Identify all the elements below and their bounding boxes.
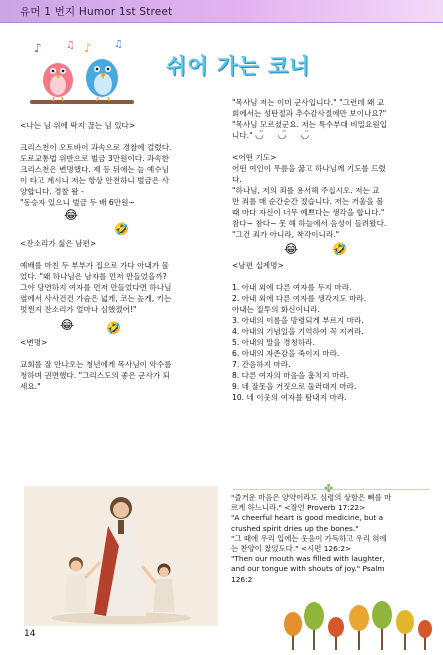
paragraph-line: 어떤 여인이 무릎을 꿇고 하나님께 기도를 드렸	[232, 164, 386, 173]
paragraph-line: 크리스천이 오토바이 과속으로 경찰에 걸렸다.	[20, 143, 172, 152]
paragraph-line: 그야 당연하지 여자를 먼저 만들었다면 하나님	[20, 283, 172, 292]
jesus-with-children-illustration	[24, 486, 218, 626]
paragraph-line	[232, 130, 432, 141]
clover-icon: ✤	[324, 482, 334, 495]
paragraph-line: 만 죄를 매 순간순간 졌습니다. 저는 거울을 볼	[232, 197, 384, 206]
quote-line: "A cheerful heart is good medicine, but a	[231, 513, 384, 523]
quote-line: 는 찬양이 찼었도다." <시편 126:2>	[231, 544, 352, 554]
paragraph-line: 때 마다 자신이 너무 예쁘다는 생각을 합니다."	[232, 208, 385, 217]
laughing-emoji-icon: 🤣	[332, 242, 347, 256]
paragraph-line: 청하며 권면했다. "그리스도의 좋은 군사가 되	[20, 371, 171, 380]
laughing-emoji-icon: 😂	[60, 318, 75, 332]
laughing-emoji-icon: 😂	[284, 242, 299, 256]
paragraph-line: "목사님 모르셨군요. 저는 특수부대 비밀요원입	[232, 120, 387, 129]
paragraph-line: 이 타고 계시니 저는 항상 안전하니 벌금은 사	[20, 176, 169, 185]
commandment-item: 4. 아내의 기념일을 기억하여 꼭 지켜라.	[232, 327, 364, 336]
commandment-item: 아내는 질투의 화신이니라.	[232, 305, 320, 314]
quote-line: "즐거운 마음은 양약이라도 심령의 상함은 뼈를 마	[231, 493, 392, 502]
quote-line: 126:2	[231, 574, 253, 584]
paragraph-line: "그건 죄가 아니라, 착각이니라."	[232, 230, 340, 239]
laughing-emoji-icon: 😂	[64, 208, 79, 222]
quote-line: and our tongue with shouts of joy." Psalm	[231, 564, 385, 574]
paragraph-line: 세요."	[20, 382, 41, 391]
smile-face-icon: ◡̈◡̈◡̈	[255, 130, 324, 141]
paragraph-line: 도로교통법 위반으로 벌금 3만원이다. 과속한	[20, 154, 169, 163]
paragraph-line: 었다. "왜 하나님은 남자를 먼저 만들었을까?	[20, 272, 167, 281]
right-column	[232, 97, 432, 403]
commandment-item: 8. 다른 여자의 마음을 훔치지 마라.	[232, 371, 350, 380]
section-title: <남편 십계명>	[232, 261, 284, 270]
paragraph-line: 크리스천은 변명했다. 제 등 뒤에는 늘 예수님	[20, 165, 169, 174]
quote-line: "Then our mouth was filled with laughter,	[231, 554, 385, 564]
commandment-item: 6. 아내의 자존감을 죽이지 마라.	[232, 349, 340, 358]
commandment-item: 7. 간음하지 마라.	[232, 360, 291, 369]
header-title: 유머 1 번지 Humor 1st Street	[20, 6, 173, 18]
paragraph-line: 다.	[232, 175, 242, 184]
paragraph-line: 옆에서 사사건건 가슴은 넓게, 코는 높게, 키는	[20, 294, 172, 303]
scripture-quote-box	[231, 493, 433, 585]
commandment-item: 10. 네 이웃의 여자를 탐내지 마라.	[232, 393, 347, 402]
commandment-item: 2. 아내 외에 다른 여자를 생각지도 마라.	[232, 294, 367, 303]
paragraph-line: 참다~ 참다~ 못 해 하늘에서 음성이 들려왔다.	[232, 219, 387, 228]
left-column	[20, 120, 218, 392]
page-number: 14	[24, 629, 36, 639]
singing-birds-illustration	[28, 38, 136, 110]
svg-text:♪: ♪	[84, 41, 92, 55]
paragraph-line: 교회를 잘 안나오는 청년에게 목사님이 악수를	[20, 360, 172, 369]
laughing-emoji-icon: 🤣	[114, 222, 129, 236]
corner-title: 쉬어 가는 코너	[166, 54, 311, 78]
svg-text:♫: ♫	[66, 40, 75, 51]
autumn-trees-illustration	[282, 600, 434, 652]
paragraph-line: 회에서는 성탄절과 추수감사절에만 보이나요?"	[232, 109, 387, 118]
paragraph-line: "하나님, 저의 죄를 용서해 주십시오. 저는 교	[232, 186, 380, 195]
quote-line: crushed spirit dries up the bones."	[231, 523, 359, 533]
paragraph-line: 예배를 마친 두 부부가 집으로 가다 아내가 물	[20, 261, 169, 270]
paragraph-line: 양합니다. 경찰 왈 -	[20, 187, 84, 196]
commandment-item: 5. 아내의 말을 경청하라.	[232, 338, 315, 347]
commandment-item: 9. 네 잘못을 거짓으로 둘러대지 마라.	[232, 382, 357, 391]
section-title: <나는 님 위에 딱지 끊는 님 있다>	[20, 121, 136, 130]
quote-line: 르게 하느니라." <잠언 Proverb 17:22>	[231, 503, 366, 513]
section-title: <잔소리가 싫은 남편>	[20, 239, 97, 248]
section-title: <변명>	[20, 338, 48, 347]
commandment-item: 3. 아내의 이름을 망령되게 부르지 마라.	[232, 316, 364, 325]
section-title: <어떤 기도>	[232, 153, 277, 162]
svg-text:♫: ♫	[114, 39, 123, 50]
svg-text:♪: ♪	[34, 41, 42, 55]
paragraph-line: "동승자 있으니 벌금 두 배 6만원~	[20, 198, 135, 207]
paragraph-line: 멋쩐지 잔소리가 얼마나 심했겠어!"	[20, 305, 137, 314]
quote-line: "그 때에 우리 입에는 웃음이 가득하고 우리 혀에	[231, 533, 387, 543]
paragraph-fragment: 니다."	[232, 131, 253, 140]
laughing-emoji-icon: 🤣	[106, 321, 121, 335]
commandment-item: 1. 아내 외에 다른 여자를 두지 마라.	[232, 283, 352, 292]
paragraph-line: "목사님 저는 이미 군사입니다." "그런데 왜 교	[232, 98, 385, 107]
page-header	[0, 0, 443, 23]
